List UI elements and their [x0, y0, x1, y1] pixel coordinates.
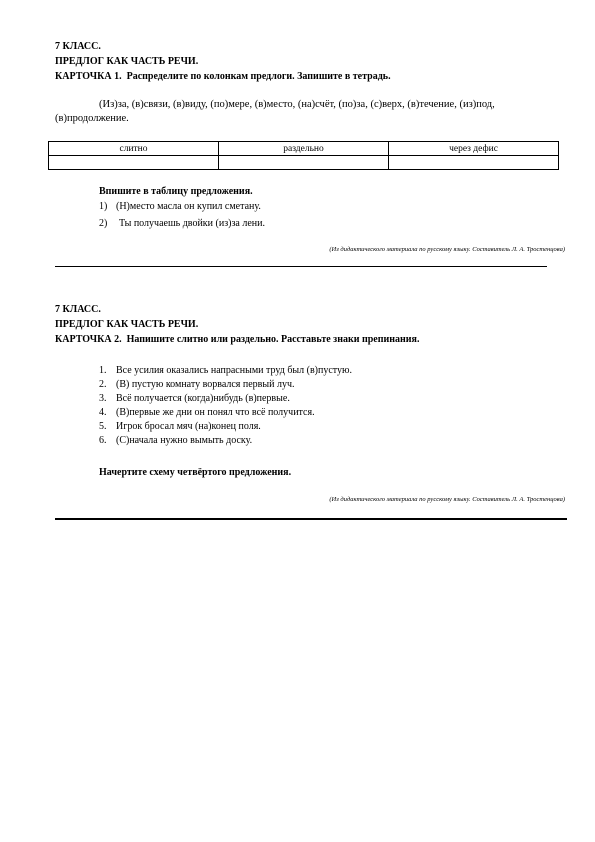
card1-label: КАРТОЧКА 1. — [55, 71, 122, 82]
list-item-number: 4. — [99, 407, 107, 418]
list-item — [99, 217, 265, 231]
list-item-text: (С)начала нужно вымыть доску. — [116, 435, 253, 446]
table-cell — [49, 156, 219, 170]
list-item-number: 1. — [99, 365, 107, 376]
card1-table — [48, 141, 559, 170]
card1-divider — [55, 266, 547, 267]
list-item-number: 1) — [99, 201, 108, 212]
list-item-text: (Н)место масла он купил сметану. — [116, 201, 261, 212]
list-item — [99, 364, 352, 378]
card1-topic: ПРЕДЛОГ КАК ЧАСТЬ РЕЧИ. — [55, 56, 199, 67]
list-item — [99, 420, 352, 434]
list-item-text: (В) пустую комнату ворвался первый луч. — [116, 379, 295, 390]
table-header-cell: раздельно — [219, 142, 389, 156]
card2-heading — [55, 333, 419, 346]
list-item — [99, 378, 352, 392]
list-item — [99, 434, 352, 448]
card2-grade: 7 КЛАСС. — [55, 304, 101, 315]
card2-topic: ПРЕДЛОГ КАК ЧАСТЬ РЕЧИ. — [55, 319, 199, 330]
table-row — [49, 156, 559, 170]
table-header-cell: слитно — [49, 142, 219, 156]
list-item-number: 2) — [99, 218, 108, 229]
list-item-number: 2. — [99, 379, 107, 390]
card1-subtask: Впишите в таблицу предложения. — [99, 186, 253, 197]
card2-subtask: Начертите схему четвёртого предложения. — [99, 467, 292, 478]
list-item-text: Всё получается (когда)нибудь (в)первые. — [116, 393, 290, 404]
card1-source: (Из дидактического материала по русскому языку. Составитель Л. А. Тростенцова) — [329, 246, 565, 253]
card2-label: КАРТОЧКА 2. — [55, 334, 122, 345]
card1-words-line1: (Из)за, (в)связи, (в)виду, (по)мере, (в)место, (на)счёт, (по)за, (с)верх, (в)течение, (из)под, — [99, 99, 495, 110]
list-item-number: 6. — [99, 435, 107, 446]
card1-task: Распределите по колонкам предлоги. Запишите в тетрадь. — [126, 71, 391, 82]
card2-task: Напишите слитно или раздельно. Расставьте знаки препинания. — [126, 334, 420, 345]
list-item-text: Все усилия оказались напрасными труд был (в)пустую. — [116, 365, 352, 376]
list-item-text: Ты получаешь двойки (из)за лени. — [119, 218, 265, 229]
list-item — [99, 392, 352, 406]
list-item-text: Игрок бросал мяч (на)конец поля. — [116, 421, 261, 432]
table-header-cell: через дефис — [389, 142, 559, 156]
table-header-row — [49, 142, 559, 156]
list-item — [99, 406, 352, 420]
card1-grade: 7 КЛАСС. — [55, 41, 101, 52]
list-item-number: 5. — [99, 421, 107, 432]
table-cell — [389, 156, 559, 170]
list-item — [99, 200, 265, 214]
list-item-text: (В)первые же дни он понял что всё получится. — [116, 407, 315, 418]
card1-words — [55, 98, 560, 126]
card2-sentence-list — [99, 364, 352, 448]
card1-words-line2: (в)продолжение. — [55, 113, 129, 124]
card2-source: (Из дидактического материала по русскому языку. Составитель Л. А. Тростенцова) — [329, 496, 565, 503]
table-cell — [219, 156, 389, 170]
card1-heading — [55, 70, 391, 83]
list-item-number: 3. — [99, 393, 107, 404]
card2-divider — [55, 518, 567, 520]
card1-sentence-list — [99, 200, 265, 231]
